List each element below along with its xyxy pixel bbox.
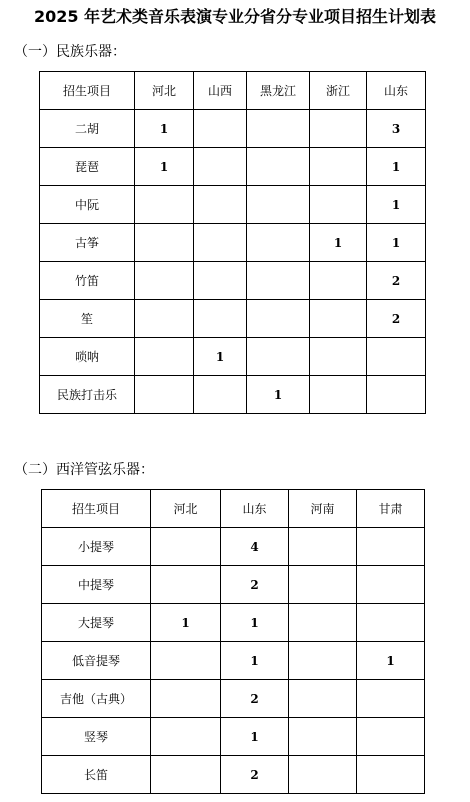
column-header: 甘肃 — [357, 490, 425, 528]
quota-cell: 1 — [367, 186, 426, 224]
table-row — [40, 262, 426, 300]
instrument-cell: 琵琶 — [40, 148, 135, 186]
quota-cell: 4 — [221, 528, 289, 566]
ethnic-instruments-table — [39, 71, 426, 414]
quota-cell: 2 — [221, 756, 289, 794]
quota-cell: 1 — [194, 338, 247, 376]
instrument-cell: 民族打击乐 — [40, 376, 135, 414]
table-row — [42, 528, 425, 566]
quota-cell — [135, 262, 194, 300]
instrument-cell: 大提琴 — [42, 604, 151, 642]
column-header: 河北 — [151, 490, 221, 528]
table-row — [40, 338, 426, 376]
quota-cell — [289, 566, 357, 604]
column-header: 山东 — [221, 490, 289, 528]
quota-cell — [194, 110, 247, 148]
quota-cell — [151, 718, 221, 756]
quota-cell — [247, 110, 310, 148]
quota-cell — [151, 642, 221, 680]
instrument-cell: 吉他（古典） — [42, 680, 151, 718]
quota-cell — [247, 338, 310, 376]
quota-cell — [289, 642, 357, 680]
instrument-cell: 古筝 — [40, 224, 135, 262]
table-header-row — [40, 72, 426, 110]
column-header: 黑龙江 — [247, 72, 310, 110]
quota-cell: 1 — [310, 224, 367, 262]
quota-cell: 1 — [135, 110, 194, 148]
quota-cell: 1 — [221, 604, 289, 642]
column-header: 河南 — [289, 490, 357, 528]
quota-cell — [151, 528, 221, 566]
quota-cell — [289, 680, 357, 718]
quota-cell — [357, 718, 425, 756]
quota-cell: 1 — [221, 642, 289, 680]
quota-cell — [194, 186, 247, 224]
table-row — [42, 680, 425, 718]
quota-cell — [357, 566, 425, 604]
quota-cell — [135, 186, 194, 224]
instrument-cell: 笙 — [40, 300, 135, 338]
quota-cell — [357, 604, 425, 642]
section-heading-western-orchestral-instruments: （二）西洋管弦乐器： — [14, 462, 154, 478]
section-heading-ethnic-instruments: （一）民族乐器： — [14, 44, 126, 60]
column-header: 招生项目 — [42, 490, 151, 528]
quota-cell: 1 — [367, 148, 426, 186]
quota-cell — [194, 262, 247, 300]
table-row — [42, 642, 425, 680]
quota-cell — [289, 718, 357, 756]
quota-cell — [357, 756, 425, 794]
quota-cell: 1 — [221, 718, 289, 756]
quota-cell: 2 — [221, 566, 289, 604]
quota-cell — [247, 300, 310, 338]
quota-cell — [135, 300, 194, 338]
quota-cell — [247, 186, 310, 224]
column-header: 招生项目 — [40, 72, 135, 110]
quota-cell: 1 — [135, 148, 194, 186]
table-header-row — [42, 490, 425, 528]
instrument-cell: 长笛 — [42, 756, 151, 794]
table-row — [42, 718, 425, 756]
instrument-cell: 中提琴 — [42, 566, 151, 604]
table-row — [40, 224, 426, 262]
quota-cell — [135, 224, 194, 262]
table-row — [42, 566, 425, 604]
quota-cell: 1 — [367, 224, 426, 262]
instrument-cell: 中阮 — [40, 186, 135, 224]
table-row — [40, 110, 426, 148]
quota-cell — [194, 300, 247, 338]
quota-cell — [194, 376, 247, 414]
quota-cell — [151, 756, 221, 794]
quota-cell: 1 — [247, 376, 310, 414]
instrument-cell: 二胡 — [40, 110, 135, 148]
quota-cell — [289, 756, 357, 794]
western-orchestral-instruments-table — [41, 489, 425, 794]
quota-cell — [151, 680, 221, 718]
table-row — [40, 376, 426, 414]
quota-cell: 3 — [367, 110, 426, 148]
quota-cell — [310, 110, 367, 148]
quota-cell — [135, 338, 194, 376]
instrument-cell: 小提琴 — [42, 528, 151, 566]
table-row — [42, 756, 425, 794]
column-header: 河北 — [135, 72, 194, 110]
quota-cell — [289, 528, 357, 566]
table-row — [40, 186, 426, 224]
quota-cell: 1 — [151, 604, 221, 642]
instrument-cell: 竹笛 — [40, 262, 135, 300]
quota-cell: 1 — [357, 642, 425, 680]
quota-cell — [247, 262, 310, 300]
instrument-cell: 竖琴 — [42, 718, 151, 756]
quota-cell — [310, 186, 367, 224]
quota-cell: 2 — [367, 262, 426, 300]
column-header: 浙江 — [310, 72, 367, 110]
instrument-cell: 唢呐 — [40, 338, 135, 376]
table-row — [42, 604, 425, 642]
column-header: 山东 — [367, 72, 426, 110]
column-header: 山西 — [194, 72, 247, 110]
quota-cell — [310, 376, 367, 414]
quota-cell — [310, 338, 367, 376]
quota-cell — [194, 148, 247, 186]
quota-cell — [310, 300, 367, 338]
quota-cell — [151, 566, 221, 604]
page-title: 2025 年艺术类音乐表演专业分省分专业项目招生计划表 — [33, 7, 437, 26]
instrument-cell: 低音提琴 — [42, 642, 151, 680]
quota-cell: 2 — [367, 300, 426, 338]
quota-cell — [310, 148, 367, 186]
quota-cell — [367, 376, 426, 414]
quota-cell — [247, 224, 310, 262]
table-row — [40, 148, 426, 186]
quota-cell — [310, 262, 367, 300]
table-row — [40, 300, 426, 338]
quota-cell: 2 — [221, 680, 289, 718]
quota-cell — [135, 376, 194, 414]
quota-cell — [194, 224, 247, 262]
quota-cell — [289, 604, 357, 642]
quota-cell — [367, 338, 426, 376]
quota-cell — [357, 528, 425, 566]
quota-cell — [357, 680, 425, 718]
quota-cell — [247, 148, 310, 186]
